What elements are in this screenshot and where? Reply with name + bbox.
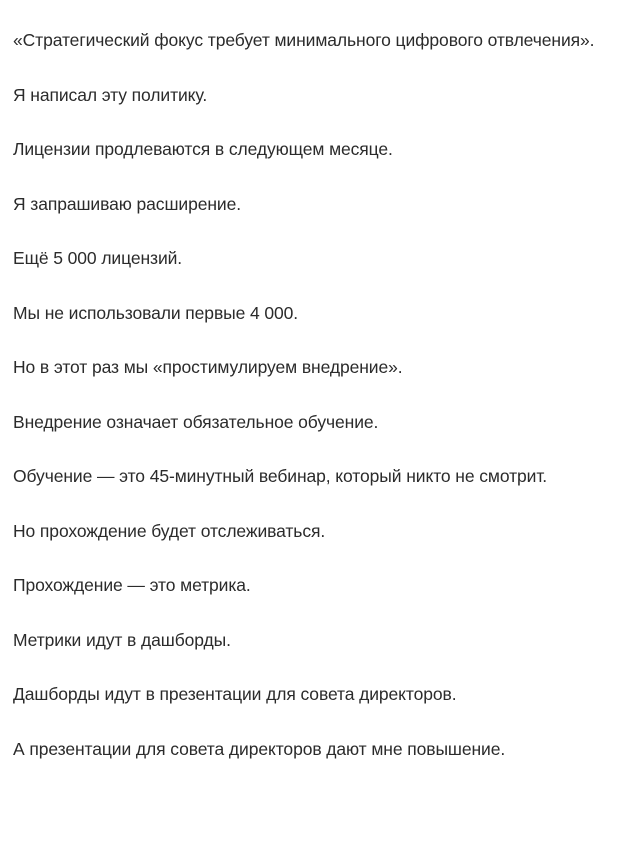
paragraph-dashboards-board: Дашборды идут в презентации для совета директоров. <box>13 684 457 704</box>
paragraph-metrics-dashboards: Метрики идут в дашборды. <box>13 629 231 650</box>
paragraph-request-expansion: Я запрашиваю расширение. <box>13 193 241 214</box>
paragraph-stimulate-adoption: Но в этот раз мы «простимулируем внедрение». <box>13 357 403 377</box>
paragraph-completion-tracked: Но прохождение будет отслеживаться. <box>13 520 326 541</box>
paragraph-unused-licenses: Мы не использовали первые 4 000. <box>13 302 299 323</box>
paragraph-wrote-policy: Я написал эту политику. <box>13 84 208 105</box>
paragraph-promotion: А презентации для совета директоров дают мне повышение. <box>13 738 506 759</box>
paragraph-completion-metric: Прохождение — это метрика. <box>13 575 251 595</box>
paragraph-licenses-renew: Лицензии продлеваются в следующем месяце. <box>13 139 393 159</box>
paragraph-policy-quote: «Стратегический фокус требует минимального цифрового отвлечения». <box>13 30 595 50</box>
paragraph-mandatory-training: Внедрение означает обязательное обучение. <box>13 411 379 432</box>
paragraph-webinar: Обучение — это 45-минутный вебинар, который никто не смотрит. <box>13 466 548 486</box>
paragraph-more-licenses: Ещё 5 000 лицензий. <box>13 248 183 268</box>
